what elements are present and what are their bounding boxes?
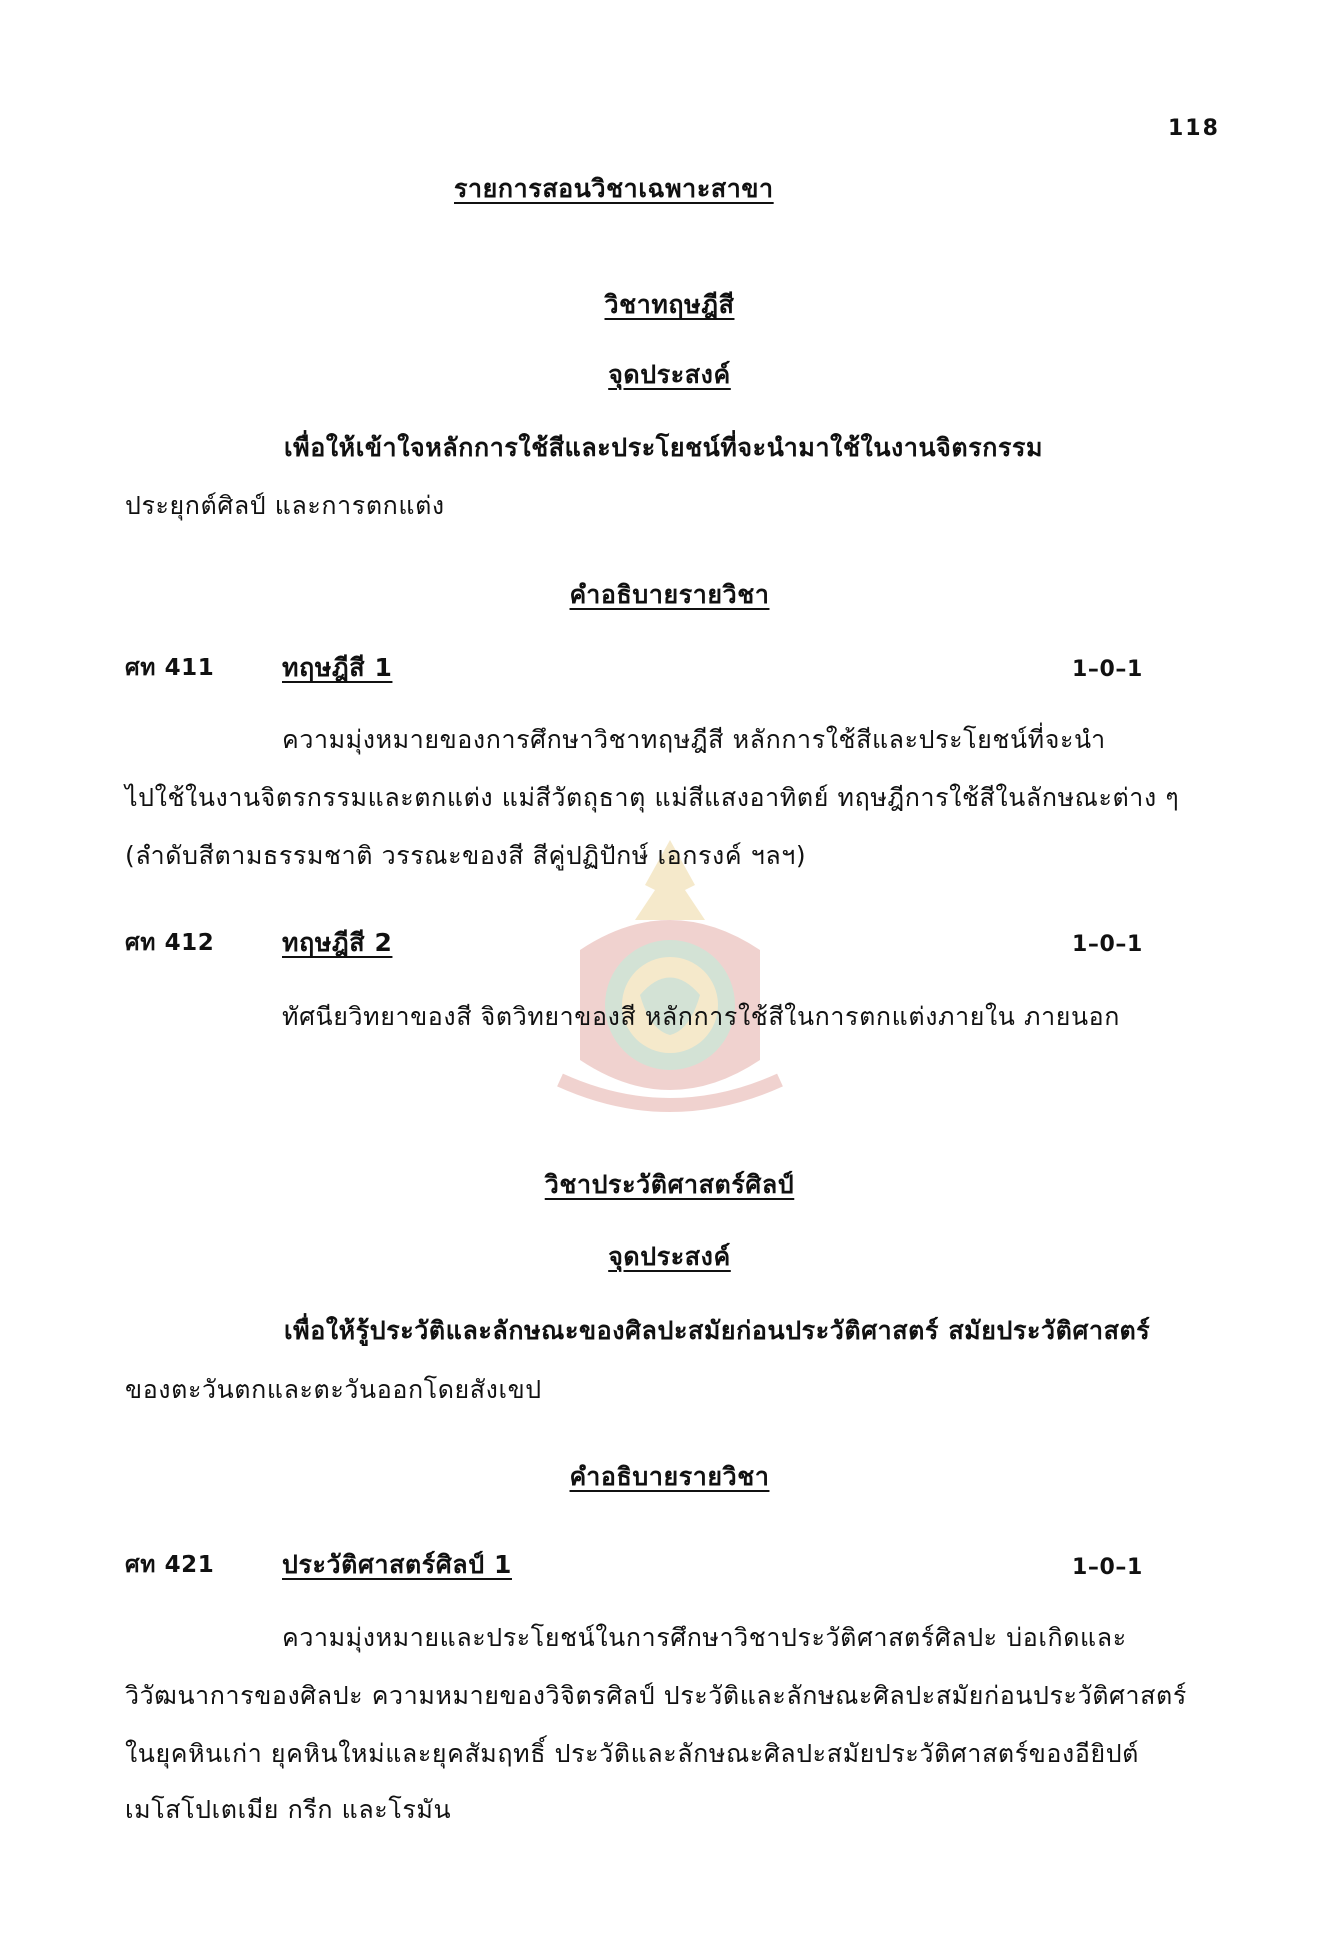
course-name: ประวัติศาสตร์ศิลป์ 1: [282, 1550, 512, 1579]
subject-title: วิชาประวัติศาสตร์ศิลป์: [544, 1170, 795, 1199]
course-credits: 1–0–1: [1072, 932, 1143, 957]
objective-line: เพื่อให้เข้าใจหลักการใช้สีและประโยชน์ที่จะนำมาใช้ในงานจิตรกรรม: [284, 433, 1044, 462]
objective-line: ประยุกต์ศิลป์ และการตกแต่ง: [125, 491, 445, 520]
page-number: 118: [1168, 116, 1220, 141]
objective-heading: จุดประสงค์: [608, 360, 731, 389]
course-code: ศท 411: [125, 655, 215, 681]
emblem-watermark-icon: [520, 830, 820, 1130]
course-description-line: ในยุคหินเก่า ยุคหินใหม่และยุคสัมฤทธิ์ ประวัติและลักษณะศิลปะสมัยประวัติศาสตร์ของอียิปต์: [125, 1739, 1139, 1768]
course-description-line: (ลำดับสีตามธรรมชาติ วรรณะของสี สีคู่ปฏิปักษ์ เอกรงค์ ฯลฯ): [125, 841, 807, 870]
course-description-line: ไปใช้ในงานจิตรกรรมและตกแต่ง แม่สีวัตถุธาตุ แม่สีแสงอาทิตย์ ทฤษฎีการใช้สีในลักษณะต่าง ๆ: [125, 783, 1180, 812]
course-description-line: วิวัฒนาการของศิลปะ ความหมายของวิจิตรศิลป์ ประวัติและลักษณะศิลปะสมัยก่อนประวัติศาสตร์: [125, 1681, 1187, 1710]
course-name: ทฤษฎีสี 2: [282, 928, 393, 957]
page-header: รายการสอนวิชาเฉพาะสาขา: [454, 174, 774, 203]
description-heading: คำอธิบายรายวิชา: [569, 1462, 770, 1491]
course-code: ศท 412: [125, 930, 215, 956]
course-credits: 1–0–1: [1072, 657, 1143, 682]
course-description-line: ความมุ่งหมายของการศึกษาวิชาทฤษฎีสี หลักการใช้สีและประโยชน์ที่จะนำ: [282, 725, 1106, 754]
course-description-line: ทัศนียวิทยาของสี จิตวิทยาของสี หลักการใช้สีในการตกแต่งภายใน ภายนอก: [282, 1002, 1121, 1031]
course-description-line: เมโสโปเตเมีย กรีก และโรมัน: [125, 1795, 452, 1824]
course-description-line: ความมุ่งหมายและประโยชน์ในการศึกษาวิชาประวัติศาสตร์ศิลปะ บ่อเกิดและ: [282, 1623, 1127, 1652]
objective-heading: จุดประสงค์: [608, 1242, 731, 1271]
objective-line: เพื่อให้รู้ประวัติและลักษณะของศิลปะสมัยก่อนประวัติศาสตร์ สมัยประวัติศาสตร์: [284, 1316, 1151, 1345]
course-code: ศท 421: [125, 1552, 215, 1578]
description-heading: คำอธิบายรายวิชา: [569, 580, 770, 609]
course-name: ทฤษฎีสี 1: [282, 653, 393, 682]
subject-title: วิชาทฤษฎีสี: [604, 290, 735, 319]
course-credits: 1–0–1: [1072, 1555, 1143, 1580]
objective-line: ของตะวันตกและตะวันออกโดยสังเขป: [125, 1375, 542, 1404]
